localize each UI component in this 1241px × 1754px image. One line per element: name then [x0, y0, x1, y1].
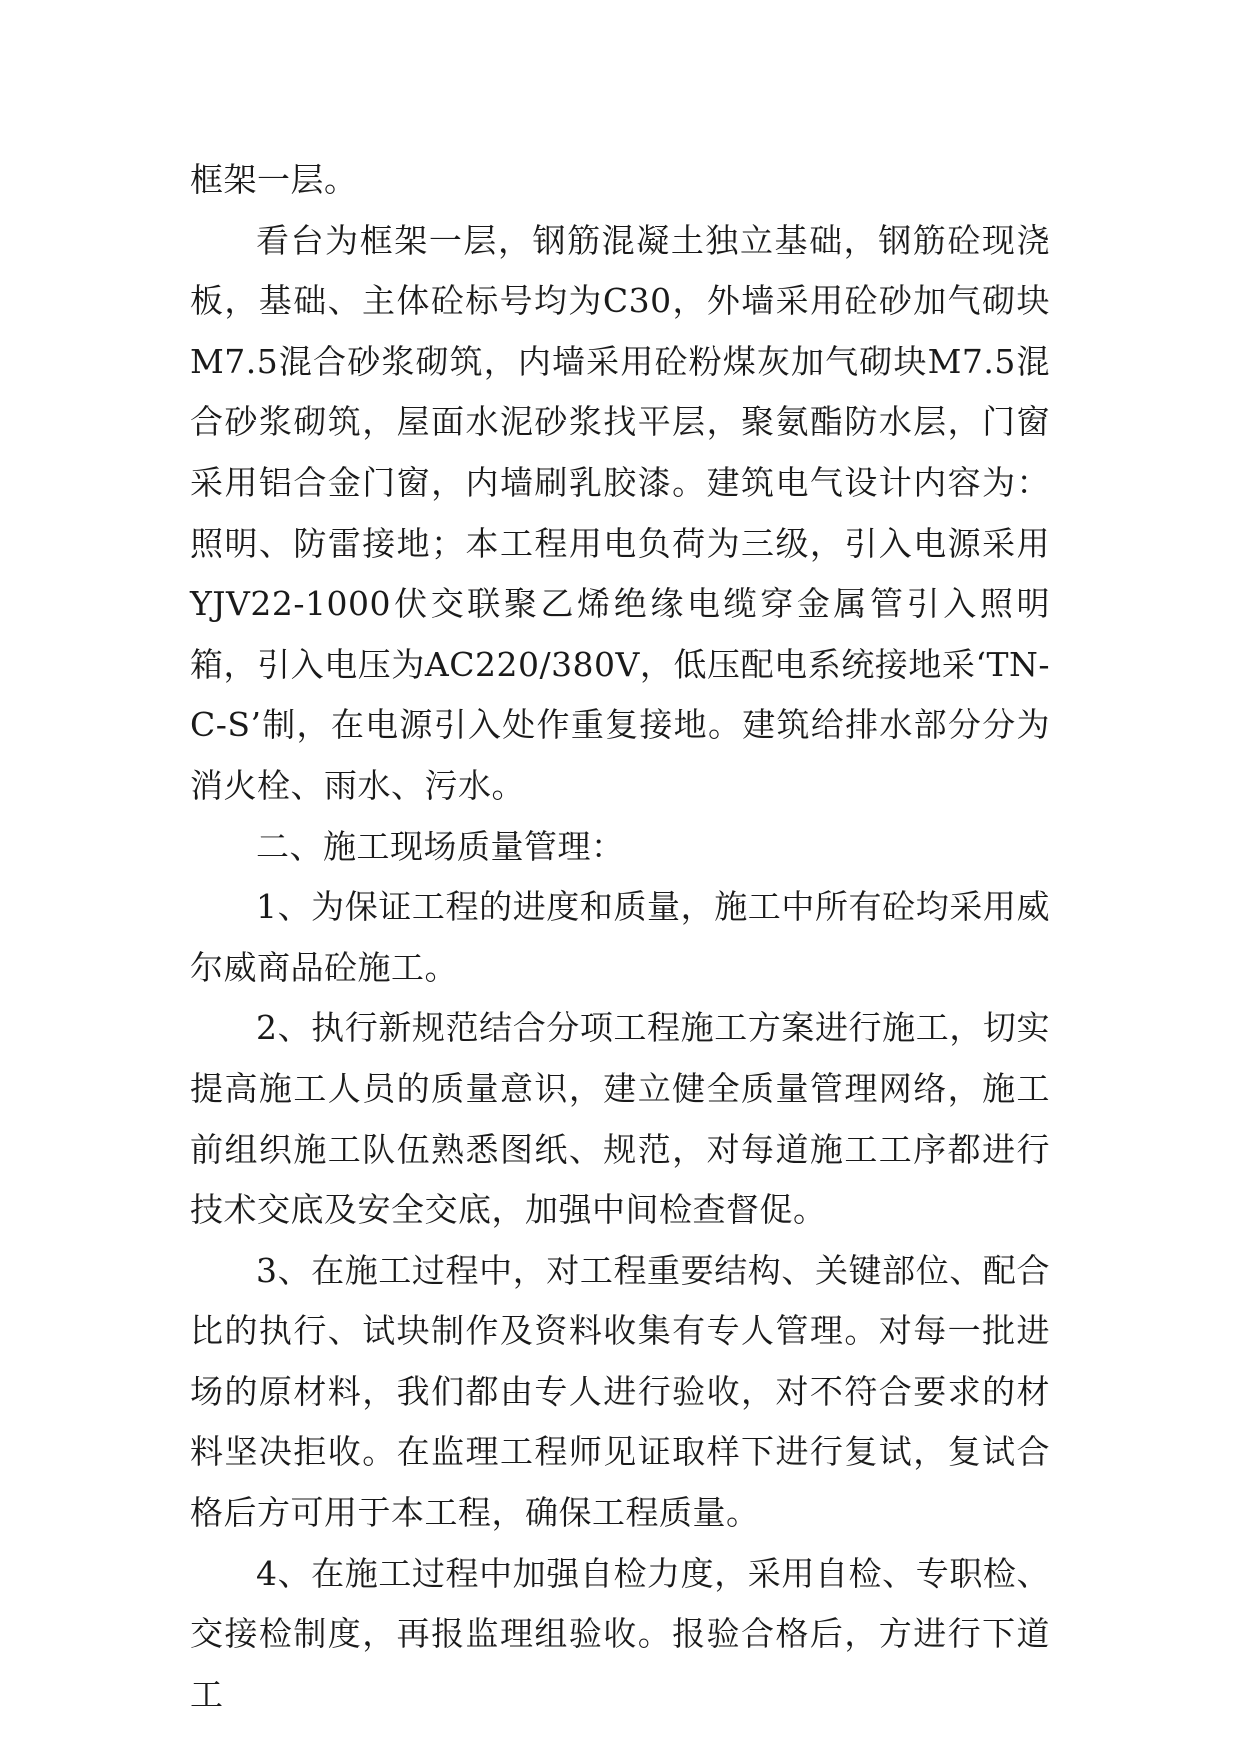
paragraph-continuation: 框架一层。	[190, 160, 358, 199]
paragraph-project-overview: 看台为框架一层，钢筋混凝土独立基础，钢筋砼现浇板，基础、主体砼标号均为C30，外墙采用砼砂加气砌块M7.5混合砂浆砌筑，内墙采用砼粉煤灰加气砌块M7.5混合砂浆砌筑，屋面水泥砂浆找平层，聚氨酯防水层，门窗采用铝合金门窗，内墙刷乳胶漆。建筑电气设计内容为：照明、防雷接地；本工程用电负荷为三级，引入电源采用YJV22-1000伏交联聚乙烯绝缘电缆穿金属管引入照明箱，引入电压为AC220/380V，低压配电系统接地采‘TN-C-S’制，在电源引入处作重复接地。建筑给排水部分分为消火栓、雨水、污水。	[190, 220, 1050, 805]
paragraph-item-3: 3、在施工过程中，对工程重要结构、关键部位、配合比的执行、试块制作及资料收集有专人管理。对每一批进场的原材料，我们都由专人进行验收，对不符合要求的材料坚决拒收。在监理工程师见证取样下进行复试，复试合格后方可用于本工程，确保工程质量。	[190, 1250, 1050, 1533]
document-body	[190, 150, 1050, 1725]
paragraph-item-1: 1、为保证工程的进度和质量，施工中所有砼均采用威尔威商品砼施工。	[190, 887, 1050, 987]
paragraph-item-2: 2、执行新规范结合分项工程施工方案进行施工，切实提高施工人员的质量意识，建立健全质量管理网络，施工前组织施工队伍熟悉图纸、规范，对每道施工工序都进行技术交底及安全交底，加强中间检查督促。	[190, 1008, 1050, 1230]
section-heading-quality-management: 二、施工现场质量管理：	[256, 826, 625, 866]
paragraph-item-4: 4、在施工过程中加强自检力度，采用自检、专职检、交接检制度，再报监理组验收。报验合格后，方进行下道工	[190, 1553, 1050, 1714]
